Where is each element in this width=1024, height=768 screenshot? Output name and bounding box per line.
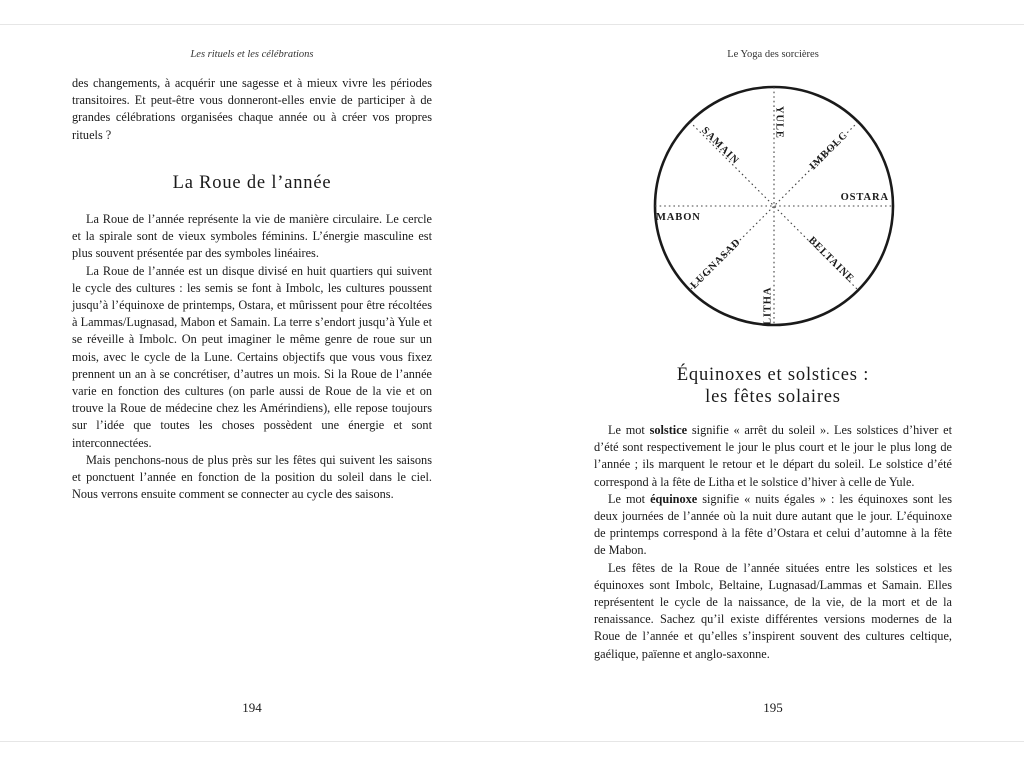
term-equinoxe: équinoxe xyxy=(650,491,698,506)
label-lugnasad: LUGNASAD xyxy=(688,236,744,292)
top-edge-rule xyxy=(0,24,1024,25)
label-imbolc: IMBOLC xyxy=(807,129,851,173)
roue-paragraph: Mais penchons-nous de plus près sur les fêtes qui suivent les saisons et ponctuent l’année en fonction de la position du soleil dans le ciel. Nous verrons ensuite comment se connecter au cycle des saisons. xyxy=(72,452,432,502)
roue-paragraph: La Roue de l’année est un disque divisé en huit quartiers qui suivent le cycle des cultures : les semis se font à Imbolc, les cultures poussent jusqu’à l’équinoxe de printemps, Ostara, et mûrissent pour être récoltées à Lammas/Lugnasad, Mabon et Samain. La terre s’endort jusqu’à Yule et se réveille à Imbolc. On peut imaginer le même genre de roue sur un mois, avec le cycle de la Lune. Certains objectifs que vous vous fixez prennent un an à se concrétiser, d’autres un mois. Si la Roue de l’année varie en fonction des cultures (on parle aussi de Roue de la vie et on trouve la Roue de médecine chez les Amérindiens), elle repose toujours sur l’idée que toutes les choses possèdent une énergie et sont interconnectées. xyxy=(72,263,432,450)
section-title-line1: Équinoxes et solstices : xyxy=(676,365,870,385)
page-number-left: 194 xyxy=(242,700,262,715)
bottom-edge-rule xyxy=(0,741,1024,742)
label-ostara: OSTARA xyxy=(840,192,889,203)
roue-text-block xyxy=(72,211,432,503)
label-mabon: MABON xyxy=(656,212,701,223)
roue-paragraph: La Roue de l’année représente la vie de manière circulaire. Le cercle et la spirale sont de vieux symboles féminins. L’énergie masculine est plus souvent présentée par des symboles linéaires. xyxy=(72,212,432,261)
label-beltaine: BELTAINE xyxy=(805,234,857,286)
section-title-line2: les fêtes solaires xyxy=(705,387,841,407)
running-head-right: Le Yoga des sorcières xyxy=(727,49,819,60)
wheel-of-year-diagram xyxy=(650,82,898,330)
fetes-paragraph: Les fêtes de la Roue de l’année situées entre les solstices et les équinoxes sont Imbolc, Beltaine, Lugnasad/Lammas et Samain. Elles représentent le cycle de la naissance, de la vie, de la mort et de la renaissance. Sachez qu’il existe différentes versions modernes de la Roue de l’année et qu’elles s’inspirent souvent des cultures celtique, gaélique, païenne et anglo-saxonne. xyxy=(594,560,952,661)
page-number-right: 195 xyxy=(763,700,783,715)
term-solstice: solstice xyxy=(649,423,688,437)
label-samain: SAMAIN xyxy=(699,125,741,167)
running-head-left: Les rituels et les célébrations xyxy=(190,49,314,60)
section-title-equinoxes xyxy=(594,364,952,408)
label-yule: YULE xyxy=(773,106,785,139)
intro-paragraph: des changements, à acquérir une sagesse et à mieux vivre les périodes transitoires. Et peut-être vous donneront-elles envie de participer à de grandes célébrations organisées chaque année ou à créer vos propres rituels ? xyxy=(72,76,432,142)
solstice-paragraph: Le mot solstice signifie « arrêt du soleil ». Les solstices d’hiver et d’été sont respectivement le jour le plus court et le jour le plus long de l’année ; ils marquent le retour et le départ du soleil. Le solstice d’été correspond à la fête de Litha et le solstice d’hiver à celle de Yule. xyxy=(594,423,952,489)
equinoxe-paragraph: Le mot équinoxe signifie « nuits égales » : les équinoxes sont les deux journées de l’année où la nuit dure autant que le jour. L’équinoxe de printemps correspond à la fête d’Ostara et celui d’automne à la fête de Mabon. xyxy=(594,491,952,558)
intro-paragraph-block xyxy=(72,75,432,144)
label-litha: LITHA xyxy=(762,286,774,325)
solstice-text-block xyxy=(594,422,952,663)
section-title-roue: La Roue de l’année xyxy=(172,173,332,193)
